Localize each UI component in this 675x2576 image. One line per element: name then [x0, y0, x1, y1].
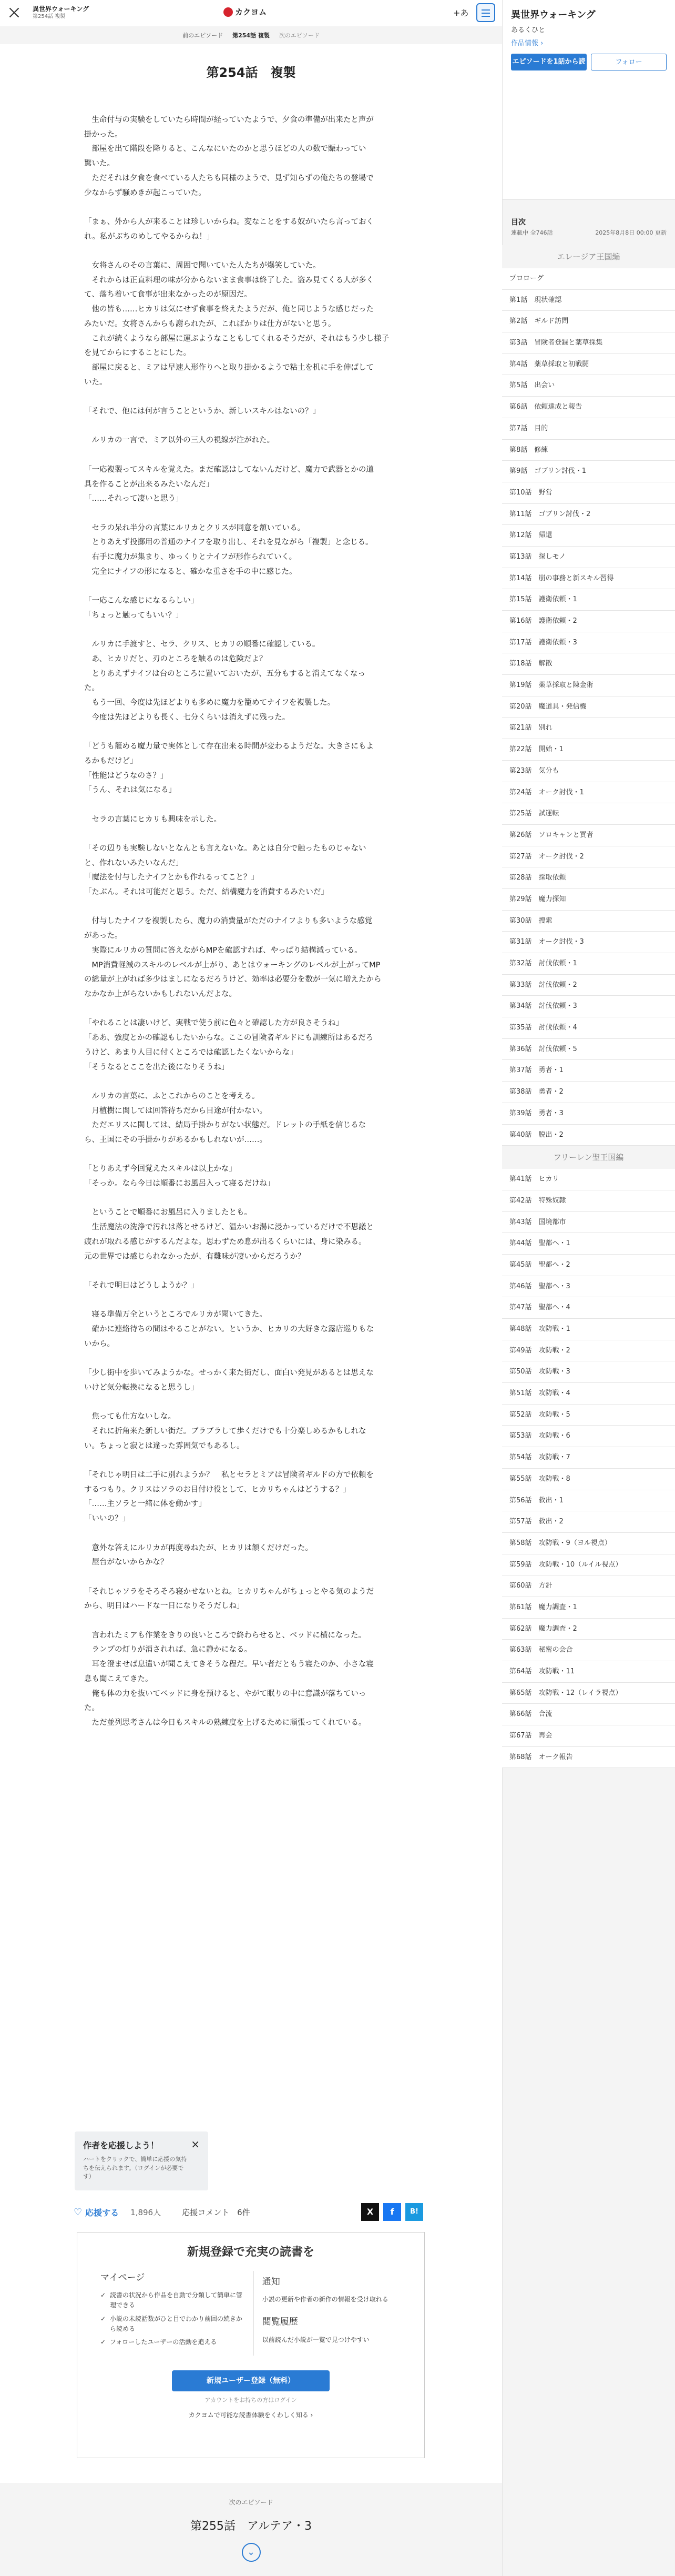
body-line: 具を作ることが出来るみたいなんだ」 — [84, 480, 214, 489]
toc-episode-item[interactable]: 第29話 魔力探知 — [502, 889, 675, 911]
body-line: ルリカの一言で、ミア以外の三人の視線が注がれた。 — [84, 436, 275, 445]
current-episode-label: 第254話 複製 — [232, 32, 270, 39]
body-line: い。ちょっと寂とは違った雰囲気でもあるし。 — [84, 1441, 244, 1450]
site-logo[interactable] — [223, 6, 267, 17]
font-size-button[interactable]: +あ — [453, 8, 469, 18]
toc-episode-item[interactable]: 第28話 採取依頼 — [502, 867, 675, 889]
body-line — [84, 1570, 421, 1585]
body-line: 生活魔法の洗浄で汚れは落とせるけど、温かいお湯に浸かっているだけで不思議と — [84, 1223, 374, 1232]
body-line — [84, 1527, 421, 1541]
hatena-share-icon[interactable]: B! — [405, 2203, 423, 2221]
learn-more-link[interactable]: カクヨムで可能な読書体験をくわしく知る › — [188, 2411, 313, 2419]
body-line: とりあえず投擲用の普通のナイフを取り出し、それを見ながら「複製」と念じる。 — [84, 538, 373, 547]
body-line — [84, 900, 421, 915]
body-line: 「それじゃ明日は二手に別れようか？ 私とセラとミアは冒険者ギルドの方で依頼を — [84, 1471, 374, 1480]
body-line — [84, 1148, 421, 1163]
body-line: 「ちょっと触ってもいい？」 — [84, 611, 183, 620]
toc-episode-item[interactable]: 第52話 攻防戦・5 — [502, 1405, 675, 1426]
sidebar-work-title[interactable]: 異世界ウォーキング — [511, 9, 596, 21]
toc-episode-item[interactable]: 第49話 攻防戦・2 — [502, 1340, 675, 1362]
toc-episode-item[interactable]: 第35話 討伐依頼・4 — [502, 1017, 675, 1039]
toc-episode-item[interactable]: 第13話 探しモノ — [502, 547, 675, 568]
toc-updated: 2025年8月8日 00:00 更新 — [595, 229, 667, 236]
toc-episode-item[interactable]: 第55話 攻防戦・8 — [502, 1469, 675, 1490]
body-line: いから。 — [84, 1339, 115, 1348]
action-row — [74, 2203, 423, 2221]
body-line: た。 — [84, 684, 99, 693]
body-line: るかもだけど」 — [84, 756, 138, 765]
next-episode-link[interactable]: 次のエピソード — [279, 32, 320, 39]
body-line — [84, 623, 421, 638]
chapter-heading: フリーレン聖王国編 — [502, 1146, 675, 1169]
toc-episode-item[interactable]: 第6話 依頼達成と報告 — [502, 397, 675, 418]
heart-icon[interactable]: ♡ — [74, 2206, 83, 2218]
body-line: なかなか上がらないかもしれないんだよな。 — [84, 990, 237, 998]
toc-episode-item[interactable]: 第62話 魔力調査・2 — [502, 1619, 675, 1640]
toc-episode-item[interactable]: 第57話 救出・2 — [502, 1511, 675, 1533]
body-line: を見てからにすることにした。 — [84, 349, 191, 358]
body-line: 部屋を出て階段を降りると、こんなにいたのかと思うほどの人の数で賑わってい — [84, 145, 366, 154]
body-line: もう一回、今度は先ほどよりも多めに魔力を籠めてナイフを複製した。 — [84, 699, 335, 707]
body-line: れ。私がぶちのめしてやるからね！」 — [84, 232, 214, 241]
episode-subnav — [0, 26, 502, 44]
body-line — [84, 1614, 421, 1629]
body-line: ルリカに手渡すと、セラ、クリス、ヒカリの順番に確認している。 — [84, 640, 320, 649]
toc-episode-item[interactable]: 第64話 攻防戦・11 — [502, 1661, 675, 1683]
toc-episode-item[interactable]: 第63話 秘密の会合 — [502, 1640, 675, 1661]
toc-episode-item[interactable]: 第1話 現状確認 — [502, 290, 675, 311]
body-line: いけど気分転換になると思うし」 — [84, 1383, 199, 1392]
feature-item: ✓ 小説の未読話数がひと目でわかり前回の続きから読める — [100, 2314, 248, 2334]
body-line: 寝る準備万全というところでルリカが聞いてきた。 — [84, 1310, 267, 1319]
body-line: ということで順番にお風呂に入りましたとも。 — [84, 1208, 252, 1217]
body-line: みたいだ。女将さんからも謝られたが、こればかりは仕方がないと思う。 — [84, 319, 336, 328]
toc-episode-item[interactable]: 第4話 薬草採取と初戦闘 — [502, 354, 675, 376]
share-buttons — [361, 2203, 423, 2221]
cheer-tooltip-title: 作者を応援しよう！ — [83, 2140, 159, 2150]
body-line: 「魔法を付与したナイフとかも作れるってこと？」 — [84, 873, 259, 882]
toc-episode-item[interactable]: 第16話 護衛依頼・2 — [502, 611, 675, 632]
logo-text: カクヨム — [235, 7, 267, 17]
top-bar — [0, 0, 502, 25]
body-line: 言われたミアも作業をきりの良いところで終わらせると、ベッドに横になった。 — [84, 1631, 366, 1640]
body-line — [84, 1264, 421, 1279]
toc-episode-item[interactable]: 第45話 聖都へ・2 — [502, 1255, 675, 1276]
history-desc: 以前読んだ小説が一覧で見つけやすい — [262, 2336, 370, 2343]
toc-episode-item[interactable]: 第58話 攻防戦・9（ヨル視点） — [502, 1533, 675, 1554]
next-episode-label: 次のエピソード — [229, 2499, 273, 2506]
toc-episode-item[interactable]: 第66話 合流 — [502, 1704, 675, 1725]
toc-episode-item[interactable]: 第14話 崩の事務と新スキル習得 — [502, 568, 675, 590]
body-line: 「そっか。なら今日は順番にお風呂入って寝るだけね」 — [84, 1179, 275, 1188]
body-line: それからは正直料理の味が分からないまま食事は終了した。盗み見てくる人が多く — [84, 276, 374, 285]
signup-mypage-col — [100, 2271, 248, 2356]
body-line: 生命付与の実験をしていたら時間が経っていたようで、夕食の準備が出来たと声が — [84, 116, 374, 124]
toc-episode-item[interactable]: プロローグ — [502, 268, 675, 290]
body-line: 俺も体の力を抜いてベッドに身を預けると、やがて眠りの中に意識が落ちていっ — [84, 1689, 366, 1698]
signup-panel — [77, 2232, 425, 2458]
body-line: とりあえずナイフは台のところに置いておいたが、五分もすると消えてなくなっ — [84, 669, 366, 678]
body-line — [84, 798, 421, 813]
toc-episode-item[interactable]: 第48話 攻防戦・1 — [502, 1319, 675, 1340]
toc-episode-item[interactable]: 第33話 討伐依頼・2 — [502, 975, 675, 996]
toc-episode-item[interactable]: 第26話 ソロキャンと買者 — [502, 825, 675, 846]
body-line: 「ああ、強度とかの確認もしたいからな。ここの冒険者ギルドにも訓練所はあるだろ — [84, 1034, 374, 1043]
body-line: 月植樹に関しては回答待ちだから目途が付かない。 — [84, 1106, 267, 1115]
body-line: 女将さんのその言葉に、周囲で聞いていた人たちが爆笑していた。 — [84, 261, 321, 270]
toc-episode-item[interactable]: 第53話 攻防戦・6 — [502, 1426, 675, 1447]
toc-episode-item[interactable]: 第17話 護衛依頼・3 — [502, 632, 675, 654]
body-line — [84, 244, 421, 259]
body-line: 掛かった。 — [84, 130, 122, 139]
body-line: ら、王国にその手掛かりがあるかもしれないが……。 — [84, 1136, 267, 1144]
toc-episode-item[interactable]: 第37話 勇者・1 — [502, 1060, 675, 1082]
body-line: 「うん、それは気になる」 — [84, 786, 176, 795]
body-line — [84, 200, 421, 215]
toc-episode-item[interactable]: 第61話 魔力調査・1 — [502, 1597, 675, 1619]
body-line — [84, 579, 421, 594]
toc-episode-item[interactable]: 第30話 捜索 — [502, 911, 675, 932]
body-line: 今度は先ほどよりも長く、七分くらいは消えずに残った。 — [84, 713, 290, 722]
body-line: 「どうも籠める魔力量で実体として存在出来る時間が変わるようだな。大きさにもよ — [84, 742, 374, 751]
follow-button[interactable]: フォロー — [591, 54, 667, 70]
feature-item: ✓ 読書の状況から作品を自動で分類して簡単に管理できる — [100, 2290, 248, 2310]
body-line: ルリカの言葉に、ふとこれからのことを考える。 — [84, 1092, 260, 1100]
episode-body — [84, 113, 421, 1731]
notify-desc: 小説の更新や作者の新作の情報を受け取れる — [262, 2296, 388, 2304]
body-line: て、落ち着いて食事が出来なかったのが原因だ。 — [84, 290, 252, 299]
close-icon[interactable]: × — [191, 2138, 200, 2150]
toc-episode-item[interactable]: 第31話 オーク討伐・3 — [502, 932, 675, 953]
toc-episode-item[interactable]: 第21話 別れ — [502, 718, 675, 739]
prev-episode-link[interactable]: 前のエピソード — [182, 32, 223, 39]
body-line — [84, 725, 421, 740]
toc-episode-item[interactable]: 第20話 魔道具・発信機 — [502, 696, 675, 718]
notify-heading: 通知 — [262, 2277, 280, 2287]
body-line: 「性能はどうなのさ？」 — [84, 771, 168, 780]
body-line: 部屋に戻ると、ミアは早速人形作りへと取り掛かるようで粘土を机に手を伸ばして — [84, 363, 374, 372]
body-line: 元の世界では感じられなかったが、有難味が凄いからだろうか？ — [84, 1252, 305, 1261]
body-line: 他の皆も……ヒカリは気にせず食事を終えたようだが、俺と同じような感じだった — [84, 305, 374, 314]
body-line — [84, 419, 421, 434]
login-link[interactable]: アカウントをお持ちの方はログイン — [204, 2396, 297, 2403]
toc-episode-item[interactable]: 第8話 修練 — [502, 440, 675, 461]
toc-episode-item[interactable]: 第32話 討伐依頼・1 — [502, 953, 675, 975]
body-line: 「そうなるとここを出た後になりそうね」 — [84, 1063, 229, 1072]
body-line: 耳を澄ませば息遣いが聞こえてきそうな程だ。早い者だともう寝たのか、小さな寝 — [84, 1660, 374, 1669]
body-line: うけど、あまり人目に付くところでは確認したくないからな」 — [84, 1048, 298, 1057]
body-line: ただそれは夕食を食べている人たちも同様のようで、見ず知らずの俺たちの登場で — [84, 174, 374, 183]
cheer-tooltip — [75, 2131, 208, 2190]
toc-episode-item[interactable]: 第36話 討伐依頼・5 — [502, 1039, 675, 1060]
body-line: と、作れないみたいなんだ」 — [84, 858, 183, 867]
toc-episode-item[interactable]: 第56話 救出・1 — [502, 1490, 675, 1512]
toc-episode-item[interactable]: 第12話 帰還 — [502, 525, 675, 547]
toc-episode-item[interactable]: 第41話 ヒカリ — [502, 1169, 675, 1190]
toc-episode-item[interactable]: 第5話 出会い — [502, 375, 675, 397]
toc-episode-item[interactable]: 第60話 方針 — [502, 1575, 675, 1597]
sidebar-header — [503, 0, 675, 200]
next-episode-title[interactable]: 第255話 アルテア・3 — [190, 2520, 312, 2533]
sidebar-author[interactable]: あるくひと — [511, 26, 546, 34]
toc-episode-item[interactable]: 第59話 攻防戦・10（ルイル視点） — [502, 1554, 675, 1576]
comment-button[interactable]: 応援コメント 6件 — [182, 2207, 250, 2217]
body-line: いた。 — [84, 378, 107, 387]
work-mini-info[interactable] — [33, 5, 89, 21]
body-line: それに折角来た新しい街だ。ブラブラして歩くだけでも十分楽しめるかもしれな — [84, 1427, 366, 1436]
body-line — [84, 1396, 421, 1410]
toc-episode-item[interactable]: 第44話 聖都へ・1 — [502, 1233, 675, 1255]
toc-episode-item[interactable]: 第50話 攻防戦・3 — [502, 1361, 675, 1383]
toc-episode-item[interactable]: 第39話 勇者・3 — [502, 1103, 675, 1125]
next-episode-area[interactable] — [0, 2483, 502, 2576]
body-line: セラの言葉にヒカリも興味を示した。 — [84, 815, 221, 824]
toc-episode-item[interactable]: 第23話 気分も — [502, 761, 675, 782]
body-line: 意外な答えにルリカが再度尋ねたが、ヒカリは頷くだけだった。 — [84, 1543, 313, 1552]
work-mini-title: 異世界ウォーキング — [33, 5, 89, 13]
body-line: 「それで明日はどうしようか？」 — [84, 1281, 199, 1290]
body-line: あ、ヒカリだと、刃のところを触るのは危険だよ？ — [84, 654, 267, 663]
body-line — [84, 1002, 421, 1017]
body-line: セラの呆れ半分の言葉にルリカとクリスが同意を頷いている。 — [84, 523, 305, 532]
toc-episode-item[interactable]: 第24話 オーク討伐・1 — [502, 782, 675, 804]
body-line: の総量が上がれば多少はましになるだろうけど、効率は必要分を数が一気に増えたから — [84, 975, 382, 984]
mypage-heading: マイページ — [100, 2272, 145, 2283]
feature-item: ✓ フォローしたユーザーの活動を追える — [100, 2337, 248, 2347]
body-line: 「とりあえず今回覚えたスキルは以上かな」 — [84, 1165, 237, 1174]
toc-episode-item[interactable]: 第7話 目的 — [502, 418, 675, 440]
toc-episode-item[interactable]: 第11話 ゴブリン討伐・2 — [502, 504, 675, 526]
toc-episode-item[interactable]: 第42話 特殊奴隷 — [502, 1190, 675, 1212]
toc-meta — [511, 228, 667, 237]
body-line: 少なからず騒めきが起こっていた。 — [84, 188, 206, 197]
body-line: MP消費軽減のスキルのレベルが上がり、あとはウォーキングのレベルが上がってMP — [84, 961, 381, 969]
body-line: 付与したナイフを複製したら、魔力の消費量がただのナイフよりも多いような感覚 — [84, 917, 373, 926]
body-line: 疲れが取れる感じがするんだよな。思わずため息が出るくらいには、身に染みる。 — [84, 1237, 366, 1246]
body-line: があった。 — [84, 932, 122, 941]
toc-episode-item[interactable]: 第25話 試運転 — [502, 803, 675, 825]
body-line: 驚いた。 — [84, 159, 115, 168]
body-line: 「一応複製ってスキルを覚えた。まだ確認はしてないんだけど、魔力で武器とかの道 — [84, 465, 374, 474]
x-share-icon[interactable]: X — [361, 2203, 379, 2221]
toc-heading: 目次 — [511, 218, 526, 227]
toc-toggle-icon[interactable] — [476, 3, 495, 22]
toc-episode-item[interactable]: 第67話 再会 — [502, 1725, 675, 1747]
toc-episode-item[interactable]: 第43話 国境都市 — [502, 1212, 675, 1234]
body-line: 「少し街中を歩いてみようかな。せっかく来た街だし、面白い発見があるとは思えな — [84, 1369, 374, 1378]
body-line: 「やれることは凄いけど、実戦で使う前に色々と確認した方が良さそうね」 — [84, 1019, 343, 1028]
toc-episode-item[interactable]: 第15話 護衛依頼・1 — [502, 589, 675, 611]
work-mini-episode: 第254話 複製 — [33, 14, 66, 20]
episode-title: 第254話 複製 — [206, 65, 296, 80]
toc-episode-item[interactable]: 第46話 聖都へ・3 — [502, 1276, 675, 1298]
body-line: 「一応こんな感じになるらしい」 — [84, 597, 199, 605]
toc-episode-item[interactable]: 第34話 討伐依頼・3 — [502, 996, 675, 1017]
body-line — [84, 507, 421, 521]
body-line: 「たぶん。それは可能だと思う。ただ、結構魔力を消費するみたいだ」 — [84, 888, 329, 897]
body-line: 焦っても仕方ないしな。 — [84, 1412, 176, 1421]
cheer-count[interactable]: 1,896人 — [130, 2207, 161, 2217]
chapter-heading: エレージア王国編 — [502, 245, 675, 268]
body-line: た。 — [84, 1704, 99, 1713]
toc-episode-item[interactable]: 第65話 攻防戦・12（レイラ視点） — [502, 1683, 675, 1704]
toc-episode-item[interactable]: 第18話 解散 — [502, 653, 675, 675]
close-icon[interactable] — [7, 6, 21, 19]
body-line — [84, 1453, 421, 1468]
chevron-down-icon[interactable]: ⌄ — [242, 2543, 261, 2562]
body-line: 実際にルリカの質問に答えながらMPを確認すれば、やっぱり結構減っている。 — [84, 946, 362, 955]
body-line — [84, 827, 421, 842]
body-line: 「……それって凄いと思う」 — [84, 494, 183, 503]
read-first-button[interactable]: エピソードを1話から読む — [511, 54, 587, 70]
body-line: 「まぁ、外から人が来ることは珍しいからね。変なことをする奴がいたら言っておく — [84, 217, 374, 226]
toc-episode-item[interactable]: 第47話 聖都へ・4 — [502, 1297, 675, 1319]
body-line: 完全にナイフの形になると、確かな重さを手の中に感じた。 — [84, 567, 297, 576]
signup-title: 新規登録で充実の読書を — [187, 2246, 314, 2259]
body-line: 「それじゃソラをそろそろ寝かせないとね。ヒカリちゃんがちょっとやる気のようだ — [84, 1587, 374, 1596]
episode-list — [502, 245, 675, 1768]
body-line: 息も聞こえてきた。 — [84, 1674, 153, 1683]
cheer-tooltip-desc: ハートをクリックで、簡単に応援の気持ちを伝えられます。（ログインが必要です） — [83, 2156, 187, 2180]
body-line: ただエリスに関しては、結局手掛かりがない状態だ。ドレットの手紙を信じるな — [84, 1121, 366, 1130]
toc-episode-item[interactable]: 第38話 勇者・2 — [502, 1082, 675, 1103]
work-info-link[interactable]: 作品情報 › — [511, 39, 544, 47]
body-line: ランプの灯りが消されれば、急に静かになる。 — [84, 1645, 252, 1654]
cheer-button[interactable]: 応援する — [85, 2207, 119, 2218]
body-line — [84, 1294, 421, 1308]
toc-episode-item[interactable]: 第22話 開始・1 — [502, 739, 675, 761]
body-line — [84, 1191, 421, 1206]
body-line: 右手に魔力が集まり、ゆっくりとナイフが形作られていく。 — [84, 553, 297, 561]
body-line: これが続くようなら部屋に運ぶようなこともしてくれるそうだが、それはもう少し様子 — [84, 334, 389, 343]
body-line: 「それで、他には何が言うことというか、新しいスキルはないの？」 — [84, 407, 321, 416]
body-line — [84, 1075, 421, 1089]
body-line: から、明日はハードな一日になりそうだしね」 — [84, 1602, 244, 1611]
body-line: 屋台がないからかな？ — [84, 1558, 168, 1567]
body-line: ただ並列思考さんは今日もスキルの熟練度を上げるために頑張ってくれている。 — [84, 1718, 366, 1727]
signup-extra-col — [253, 2271, 401, 2356]
toc-episode-item[interactable]: 第27話 オーク討伐・2 — [502, 846, 675, 868]
body-line — [84, 448, 421, 463]
toc-episode-item[interactable]: 第3話 冒険者登録と薬草採集 — [502, 332, 675, 354]
logo-mark-icon — [223, 7, 233, 17]
toc-episode-item[interactable]: 第2話 ギルド訪問 — [502, 311, 675, 332]
body-line: 「……主ソラと一緒に体を動かす」 — [84, 1500, 206, 1509]
history-heading: 閲覧履歴 — [262, 2317, 298, 2328]
body-line: 「その辺りも実験しないとなんとも言えないな。あとは自分で触ったものじゃない — [84, 844, 366, 853]
body-line — [84, 390, 421, 405]
toc-episode-item[interactable]: 第19話 薬草採取と陳金術 — [502, 675, 675, 696]
toc-episode-count: 連載中 全746話 — [511, 229, 553, 236]
toc-episode-item[interactable]: 第9話 ゴブリン討伐・1 — [502, 461, 675, 482]
body-line — [84, 1351, 421, 1366]
facebook-share-icon[interactable]: f — [383, 2203, 401, 2221]
toc-episode-item[interactable]: 第54話 攻防戦・7 — [502, 1447, 675, 1469]
body-line: するつもり。クリスはソラのお目付け役として、ヒカリちゃんはどうする？」 — [84, 1485, 351, 1494]
toc-episode-item[interactable]: 第10話 野営 — [502, 482, 675, 504]
body-line: 確かに連絡待ちの間はやることがない。というか、ヒカリの大好きな露店巡りもな — [84, 1325, 374, 1334]
body-line: 「いいの？」 — [84, 1514, 130, 1523]
toc-episode-item[interactable]: 第51話 攻防戦・4 — [502, 1383, 675, 1405]
toc-episode-item[interactable]: 第40話 脱出・2 — [502, 1125, 675, 1146]
register-button[interactable]: 新規ユーザー登録（無料） — [172, 2370, 330, 2391]
toc-episode-item[interactable]: 第68話 オーク報告 — [502, 1747, 675, 1769]
